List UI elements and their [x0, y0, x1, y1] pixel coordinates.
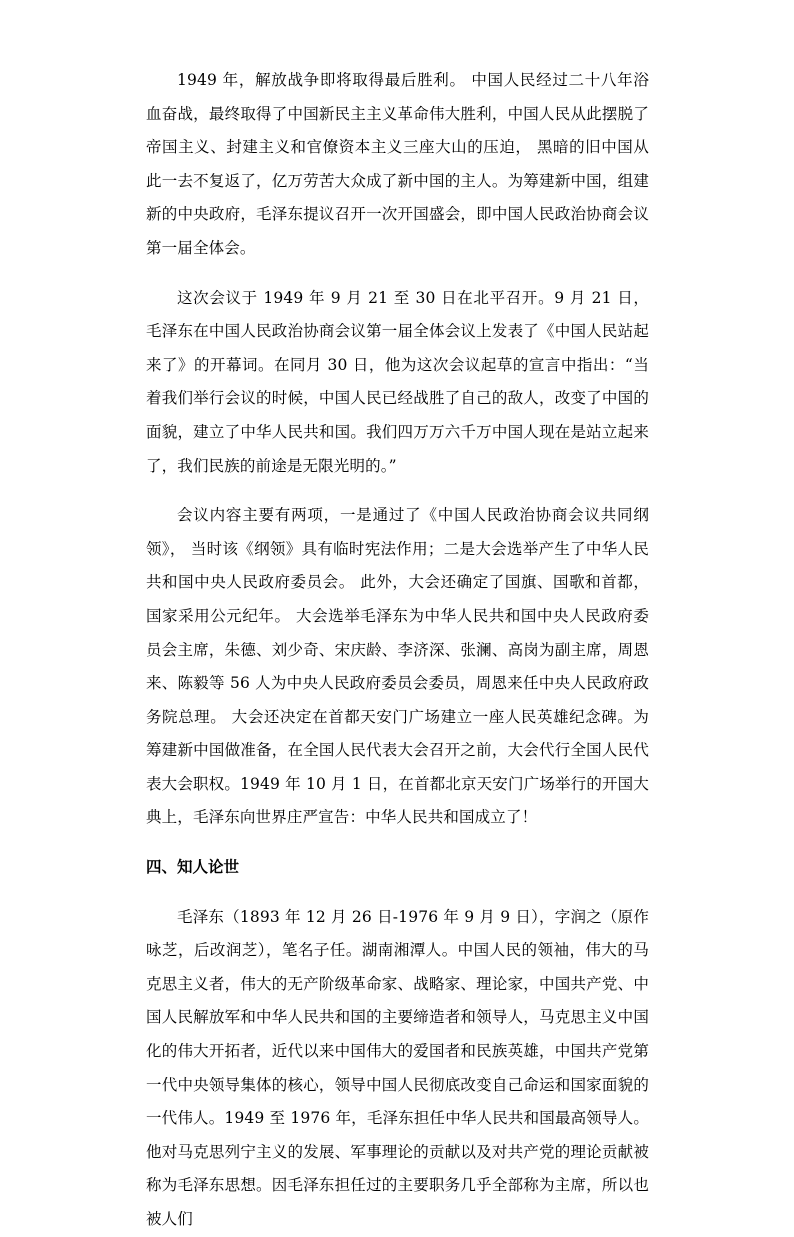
- paragraph-biography: 毛泽东（1893 年 12 月 26 日-1976 年 9 月 9 日），字润之（原作咏芝，后改润芝），笔名子任。湖南湘潭人。中国人民的领袖，伟大的马克思主义者，伟大的无产阶级革命家、战略家、理论家，中国共产党、中国人民解放军和中华人民共和国的主要缔造者和领导人，马克思主义中国化的伟大开拓者，近代以来中国伟大的爱国者和民族英雄，中国共产党第一代中央领导集体的核心，领导中国人民彻底改变自己命运和国家面貌的一代伟人。1949 至 1976 年，毛泽东担任中华人民共和国最高领导人。他对马克思列宁主义的发展、军事理论的贡献以及对共产党的理论贡献被称为毛泽东思想。因毛泽东担任过的主要职务几乎全部称为主席，所以也被人们: [146, 907, 649, 1228]
- document-page: [146, 64, 649, 1237]
- paragraph-victory: 1949 年，解放战争即将取得最后胜利。 中国人民经过二十八年浴血奋战，最终取得了中国新民主主义革命伟大胜利，中国人民从此摆脱了帝国主义、封建主义和官僚资本主义三座大山的压迫， 黑暗的旧中国从此一去不复返了，亿万劳苦大众成了新中国的主人。为筹建新中国，组建新的中央政府，毛泽东提议召开一次开国盛会，即中国人民政治协商会议第一届全体会。: [146, 71, 649, 257]
- paragraph-conference: 这次会议于 1949 年 9 月 21 至 30 日在北平召开。9 月 21 日，毛泽东在中国人民政治协商会议第一届全体会议上发表了《中国人民站起来了》的开幕词。在同月 30 日，他为这次会议起草的宣言中指出：“当着我们举行会议的时候，中国人民已经战胜了自己的敌人，改变了中国的面貌，建立了中华人民共和国。我们四万万六千万中国人现在是站立起来了，我们民族的前途是无限光明的。”: [146, 288, 649, 475]
- section-heading: 四、知人论世: [146, 858, 240, 877]
- paragraph-conference-content: 会议内容主要有两项，一是通过了《中国人民政治协商会议共同纲领》， 当时该《纲领》具有临时宪法作用；二是大会选举产生了中华人民共和国中央人民政府委员会。 此外，大会还确定了国旗、国歌和首都，国家采用公元纪年。 大会选举毛泽东为中华人民共和国中央人民政府委员会主席，朱德、刘少奇、宋庆龄、李济深、张澜、高岗为副主席，周恩来、陈毅等 56 人为中央人民政府委员会委员，周恩来任中央人民政府政务院总理。 大会还决定在首都天安门广场建立一座人民英雄纪念碑。为筹建新中国做准备，在全国人民代表大会召开之前，大会代行全国人民代表大会职权。1949 年 10 月 1 日，在首都北京天安门广场举行的开国大典上，毛泽东向世界庄严宣告：中华人民共和国成立了！: [146, 506, 649, 827]
